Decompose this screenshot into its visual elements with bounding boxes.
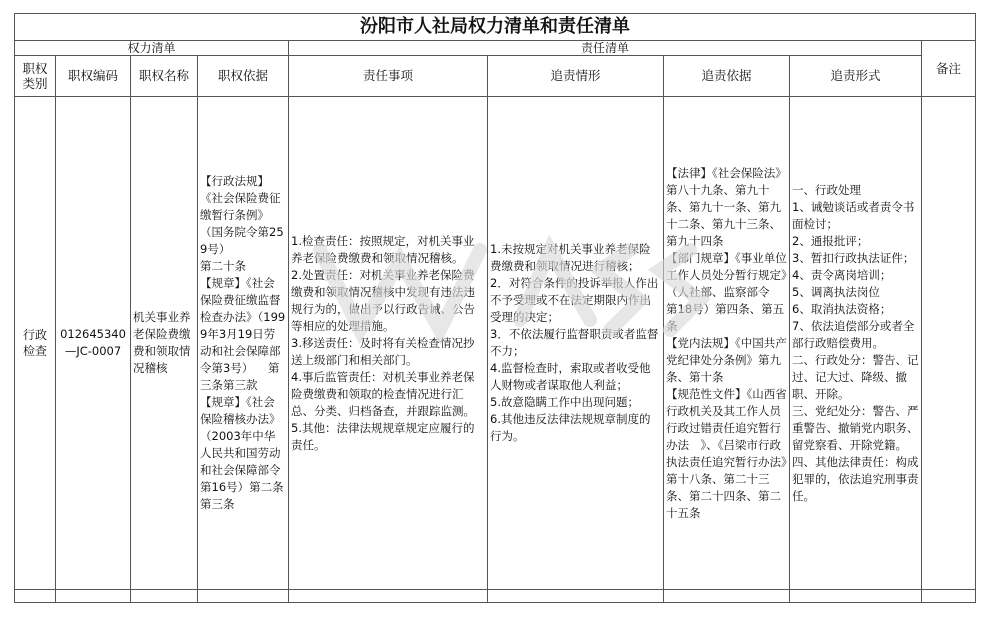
duty-header: 责任事项 [289, 56, 488, 97]
remarks-cell [922, 97, 976, 590]
remarks-header: 备注 [922, 41, 976, 97]
table-row [15, 97, 976, 590]
basis-cell: 【行政法规】《社会保险费征缴暂行条例》（国务院令第259号） 第二十条 【规章】《社会保险费征缴监督检查办法》（1999年3月19日劳动和社会保障部令第3号） 第三条第三款 【规章】《社会保险稽核办法》（2003年中华人民共和国劳动和社会保障部令第16号）第二条 第三条 [198, 97, 289, 590]
situation-header: 追责情形 [488, 56, 664, 97]
accountability-basis-header: 追责依据 [664, 56, 790, 97]
page-title: 汾阳市人社局权力清单和责任清单 [15, 14, 976, 41]
category-header: 职权 类别 [15, 56, 56, 97]
name-cell: 机关事业养老保险费缴费和领取情况稽核 [131, 97, 198, 590]
responsibility-list-sheet [14, 13, 975, 603]
form-cell: 一、行政处理 1、诫勉谈话或者责令书面检讨； 2、通报批评； 3、暂扣行政执法证件； 4、责令离岗培训； 5、调离执法岗位 6、取消执法资格； 7、依法追偿部分或者全部行政赔偿费用。 二、行政处分：警告、记过、记大过、降级、撤职、开除。 三、党纪处分：警告、严重警告、撤销党内职务、留党察看、开除党籍。 四、其他法律责任：构成犯罪的，依法追究刑事责任。 [790, 97, 922, 590]
situation-cell: 1.未按规定对机关事业养老保险费缴费和领取情况进行稽核； 2．对符合条件的投诉举报人作出不予受理或不在法定期限内作出受理的决定； 3．不依法履行监督职责或者监督不力； 4.监督检查时，索取或者收受他人财物或者谋取他人利益； 5.故意隐瞒工作中出现问题； 6.其他违反法律法规规章制度的行为。 [488, 97, 664, 590]
duty-cell: 1.检查责任：按照规定，对机关事业养老保险费缴费和领取情况稽核。 2.处置责任：对机关事业养老保险费缴费和领取情况稽核中发现有违法违规行为的，做出予以行政告诫、公告等相应的处理措施。 3.移送责任：及时将有关检查情况抄送上级部门和相关部门。 4.事后监管责任：对机关事业养老保险费缴费和领取的检查情况进行汇总、分类、归档备查，并跟踪监测。 5.其他：法律法规规章规定应履行的责任。 [289, 97, 488, 590]
basis-header: 职权依据 [198, 56, 289, 97]
power-responsibility-table [14, 13, 976, 603]
power-list-group-header: 权力清单 [15, 41, 289, 56]
empty-row [15, 590, 976, 603]
name-header: 职权名称 [131, 56, 198, 97]
code-cell: 012645340 —JC-0007 [56, 97, 131, 590]
form-header: 追责形式 [790, 56, 922, 97]
code-header: 职权编码 [56, 56, 131, 97]
accountability-basis-cell: 【法律】《社会保险法》第八十九条、第九十条、第九十一条、第九十二条、第九十三条、第九十四条 【部门规章】《事业单位工作人员处分暂行规定》（人社部、监察部令 第18号）第四条、第五条 【党内法规】《中国共产党纪律处分条例》第九条、第十条 【规范性文件】《山西省行政机关及其工作人员行政过错责任追究暂行办法 》、《吕梁市行政执法责任追究暂行办法》第十八条、第二十三条、第二十四条、第二十五条 [664, 97, 790, 590]
responsibility-list-group-header: 责任清单 [289, 41, 922, 56]
category-cell: 行政 检查 [15, 97, 56, 590]
